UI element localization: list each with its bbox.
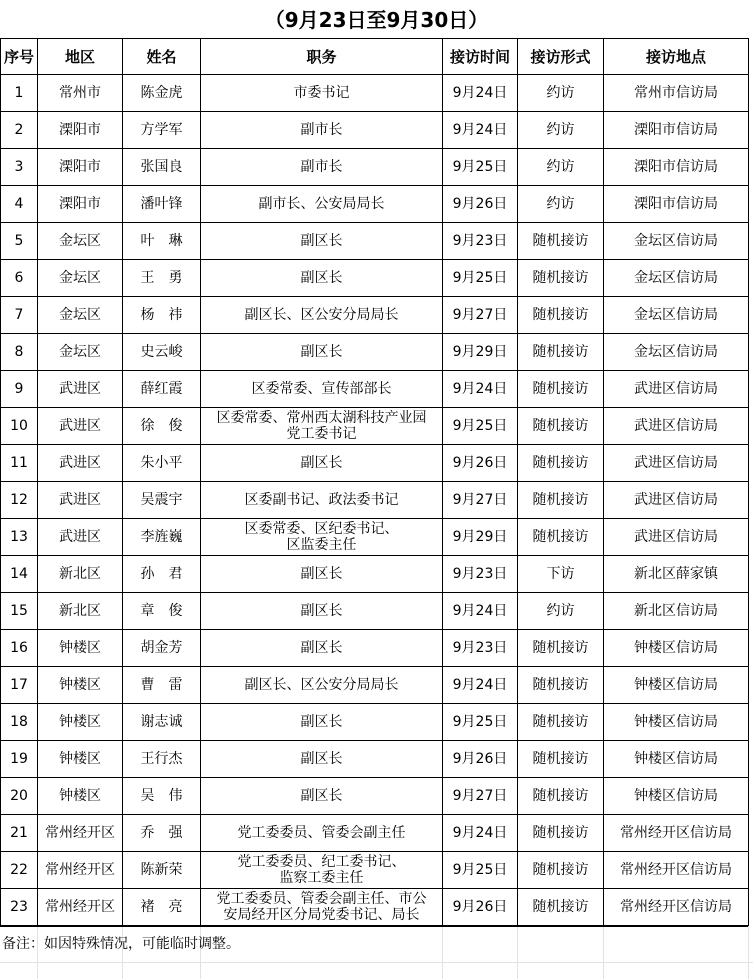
- cell-position: 区委常委、区纪委书记、 区监委主任: [201, 519, 443, 556]
- cell-format: 随机接访: [518, 223, 604, 260]
- cell-date: 9月25日: [443, 149, 518, 186]
- table-row: [1, 741, 749, 778]
- cell-location: 常州经开区信访局: [604, 889, 749, 926]
- cell-position: 副区长: [201, 445, 443, 482]
- cell-index: 16: [1, 630, 38, 667]
- cell-position: 副市长、公安局局长: [201, 186, 443, 223]
- cell-index: 6: [1, 260, 38, 297]
- cell-region: 金坛区: [38, 223, 123, 260]
- cell-region: 钟楼区: [38, 630, 123, 667]
- cell-date: 9月26日: [443, 741, 518, 778]
- cell-position: 党工委委员、纪工委书记、 监察工委主任: [201, 852, 443, 889]
- table-row: [1, 186, 749, 223]
- table-row: [1, 408, 749, 445]
- header-date: 接访时间: [443, 39, 518, 75]
- cell-format: 随机接访: [518, 408, 604, 445]
- cell-index: 23: [1, 889, 38, 926]
- table-row: [1, 112, 749, 149]
- cell-region: 溧阳市: [38, 149, 123, 186]
- cell-date: 9月27日: [443, 778, 518, 815]
- cell-region: 武进区: [38, 519, 123, 556]
- cell-region: 常州经开区: [38, 852, 123, 889]
- cell-region: 常州市: [38, 75, 123, 112]
- cell-index: 21: [1, 815, 38, 852]
- cell-date: 9月26日: [443, 186, 518, 223]
- cell-format: 随机接访: [518, 815, 604, 852]
- table-row: [1, 297, 749, 334]
- cell-format: 随机接访: [518, 334, 604, 371]
- table-row: [1, 482, 749, 519]
- table-row: [1, 371, 749, 408]
- table-row: [1, 852, 749, 889]
- cell-position: 副区长: [201, 334, 443, 371]
- cell-name: 叶 琳: [123, 223, 201, 260]
- cell-region: 钟楼区: [38, 667, 123, 704]
- cell-region: 武进区: [38, 482, 123, 519]
- cell-position: 副区长: [201, 630, 443, 667]
- cell-format: 随机接访: [518, 704, 604, 741]
- cell-position: 副区长: [201, 704, 443, 741]
- cell-name: 王行杰: [123, 741, 201, 778]
- cell-index: 9: [1, 371, 38, 408]
- cell-position: 副市长: [201, 112, 443, 149]
- header-format: 接访形式: [518, 39, 604, 75]
- cell-name: 王 勇: [123, 260, 201, 297]
- cell-name: 吴震宇: [123, 482, 201, 519]
- cell-format: 随机接访: [518, 889, 604, 926]
- table-row: [1, 630, 749, 667]
- table-row: [1, 445, 749, 482]
- cell-index: 4: [1, 186, 38, 223]
- cell-index: 8: [1, 334, 38, 371]
- cell-date: 9月25日: [443, 408, 518, 445]
- header-name: 姓名: [123, 39, 201, 75]
- cell-format: 约访: [518, 593, 604, 630]
- cell-region: 溧阳市: [38, 112, 123, 149]
- cell-format: 随机接访: [518, 371, 604, 408]
- cell-location: 常州经开区信访局: [604, 815, 749, 852]
- cell-location: 新北区信访局: [604, 593, 749, 630]
- cell-position: 副区长: [201, 556, 443, 593]
- cell-name: 胡金芳: [123, 630, 201, 667]
- cell-region: 新北区: [38, 593, 123, 630]
- cell-index: 3: [1, 149, 38, 186]
- cell-index: 12: [1, 482, 38, 519]
- cell-name: 史云峻: [123, 334, 201, 371]
- table-row: [1, 260, 749, 297]
- cell-region: 武进区: [38, 371, 123, 408]
- cell-index: 5: [1, 223, 38, 260]
- cell-format: 随机接访: [518, 297, 604, 334]
- cell-location: 武进区信访局: [604, 371, 749, 408]
- cell-format: 随机接访: [518, 667, 604, 704]
- cell-date: 9月24日: [443, 75, 518, 112]
- cell-format: 约访: [518, 186, 604, 223]
- cell-format: 随机接访: [518, 519, 604, 556]
- cell-region: 溧阳市: [38, 186, 123, 223]
- cell-region: 钟楼区: [38, 741, 123, 778]
- header-index: 序号: [1, 39, 38, 75]
- cell-name: 潘叶锋: [123, 186, 201, 223]
- cell-date: 9月23日: [443, 630, 518, 667]
- cell-location: 钟楼区信访局: [604, 630, 749, 667]
- cell-location: 溧阳市信访局: [604, 186, 749, 223]
- cell-date: 9月26日: [443, 889, 518, 926]
- cell-region: 新北区: [38, 556, 123, 593]
- cell-location: 金坛区信访局: [604, 223, 749, 260]
- cell-index: 20: [1, 778, 38, 815]
- table-row: [1, 75, 749, 112]
- cell-date: 9月25日: [443, 704, 518, 741]
- reception-schedule-table: [0, 38, 749, 926]
- cell-date: 9月24日: [443, 593, 518, 630]
- cell-position: 副区长: [201, 778, 443, 815]
- cell-index: 11: [1, 445, 38, 482]
- cell-index: 19: [1, 741, 38, 778]
- table-row: [1, 334, 749, 371]
- header-position: 职务: [201, 39, 443, 75]
- cell-location: 武进区信访局: [604, 519, 749, 556]
- header-region: 地区: [38, 39, 123, 75]
- cell-name: 李旌巍: [123, 519, 201, 556]
- cell-index: 7: [1, 297, 38, 334]
- table-row: [1, 223, 749, 260]
- cell-name: 张国良: [123, 149, 201, 186]
- table-body: [1, 75, 749, 926]
- cell-location: 钟楼区信访局: [604, 778, 749, 815]
- cell-date: 9月27日: [443, 297, 518, 334]
- cell-location: 钟楼区信访局: [604, 741, 749, 778]
- cell-name: 徐 俊: [123, 408, 201, 445]
- cell-date: 9月24日: [443, 371, 518, 408]
- table-row: [1, 815, 749, 852]
- cell-position: 副区长: [201, 741, 443, 778]
- table-row: [1, 704, 749, 741]
- cell-format: 随机接访: [518, 852, 604, 889]
- cell-index: 22: [1, 852, 38, 889]
- table-row: [1, 519, 749, 556]
- table-bottom-border: [0, 926, 748, 927]
- cell-position: 党工委委员、管委会副主任、市公 安局经开区分局党委书记、局长: [201, 889, 443, 926]
- table-row: [1, 889, 749, 926]
- cell-position: 副区长: [201, 260, 443, 297]
- cell-location: 新北区薛家镇: [604, 556, 749, 593]
- cell-format: 随机接访: [518, 482, 604, 519]
- cell-position: 副区长: [201, 223, 443, 260]
- cell-name: 陈金虎: [123, 75, 201, 112]
- cell-index: 10: [1, 408, 38, 445]
- cell-format: 约访: [518, 112, 604, 149]
- cell-name: 谢志诚: [123, 704, 201, 741]
- cell-region: 金坛区: [38, 260, 123, 297]
- cell-position: 副市长: [201, 149, 443, 186]
- cell-region: 钟楼区: [38, 704, 123, 741]
- cell-region: 钟楼区: [38, 778, 123, 815]
- cell-date: 9月24日: [443, 667, 518, 704]
- cell-position: 副区长、区公安分局局长: [201, 297, 443, 334]
- cell-index: 14: [1, 556, 38, 593]
- cell-region: 金坛区: [38, 334, 123, 371]
- cell-location: 武进区信访局: [604, 408, 749, 445]
- cell-index: 2: [1, 112, 38, 149]
- cell-format: 约访: [518, 149, 604, 186]
- cell-index: 17: [1, 667, 38, 704]
- cell-date: 9月27日: [443, 482, 518, 519]
- cell-index: 1: [1, 75, 38, 112]
- cell-position: 党工委委员、管委会副主任: [201, 815, 443, 852]
- cell-date: 9月23日: [443, 556, 518, 593]
- cell-location: 钟楼区信访局: [604, 704, 749, 741]
- table-row: [1, 556, 749, 593]
- cell-index: 15: [1, 593, 38, 630]
- cell-location: 常州市信访局: [604, 75, 749, 112]
- cell-format: 随机接访: [518, 260, 604, 297]
- cell-location: 溧阳市信访局: [604, 149, 749, 186]
- cell-position: 区委常委、常州西太湖科技产业园 党工委书记: [201, 408, 443, 445]
- cell-name: 褚 亮: [123, 889, 201, 926]
- remark-note: 备注：如因特殊情况，可能临时调整。: [2, 936, 240, 952]
- cell-position: 区委常委、宣传部部长: [201, 371, 443, 408]
- cell-format: 随机接访: [518, 445, 604, 482]
- cell-format: 下访: [518, 556, 604, 593]
- cell-index: 13: [1, 519, 38, 556]
- cell-name: 章 俊: [123, 593, 201, 630]
- table-row: [1, 149, 749, 186]
- cell-name: 方学军: [123, 112, 201, 149]
- cell-position: 市委书记: [201, 75, 443, 112]
- cell-location: 金坛区信访局: [604, 334, 749, 371]
- cell-name: 陈新荣: [123, 852, 201, 889]
- cell-location: 武进区信访局: [604, 445, 749, 482]
- cell-date: 9月29日: [443, 519, 518, 556]
- cell-location: 金坛区信访局: [604, 297, 749, 334]
- cell-location: 溧阳市信访局: [604, 112, 749, 149]
- cell-name: 吴 伟: [123, 778, 201, 815]
- cell-date: 9月29日: [443, 334, 518, 371]
- cell-location: 钟楼区信访局: [604, 667, 749, 704]
- header-location: 接访地点: [604, 39, 749, 75]
- cell-name: 杨 祎: [123, 297, 201, 334]
- cell-position: 区委副书记、政法委书记: [201, 482, 443, 519]
- cell-region: 金坛区: [38, 297, 123, 334]
- cell-region: 武进区: [38, 445, 123, 482]
- cell-name: 乔 强: [123, 815, 201, 852]
- cell-date: 9月23日: [443, 223, 518, 260]
- cell-region: 武进区: [38, 408, 123, 445]
- cell-format: 随机接访: [518, 630, 604, 667]
- cell-date: 9月25日: [443, 852, 518, 889]
- cell-location: 常州经开区信访局: [604, 852, 749, 889]
- cell-format: 随机接访: [518, 741, 604, 778]
- cell-name: 孙 君: [123, 556, 201, 593]
- cell-date: 9月25日: [443, 260, 518, 297]
- cell-date: 9月26日: [443, 445, 518, 482]
- cell-position: 副区长: [201, 593, 443, 630]
- cell-position: 副区长、区公安分局局长: [201, 667, 443, 704]
- cell-date: 9月24日: [443, 815, 518, 852]
- cell-index: 18: [1, 704, 38, 741]
- cell-format: 约访: [518, 75, 604, 112]
- table-row: [1, 778, 749, 815]
- cell-name: 曹 雷: [123, 667, 201, 704]
- cell-location: 金坛区信访局: [604, 260, 749, 297]
- cell-format: 随机接访: [518, 778, 604, 815]
- cell-region: 常州经开区: [38, 815, 123, 852]
- cell-region: 常州经开区: [38, 889, 123, 926]
- cell-date: 9月24日: [443, 112, 518, 149]
- table-row: [1, 667, 749, 704]
- cell-name: 朱小平: [123, 445, 201, 482]
- cell-name: 薛红霞: [123, 371, 201, 408]
- cell-location: 武进区信访局: [604, 482, 749, 519]
- table-row: [1, 593, 749, 630]
- table-header-row: [1, 39, 749, 75]
- page-title: （9月23日至9月30日）: [264, 8, 489, 32]
